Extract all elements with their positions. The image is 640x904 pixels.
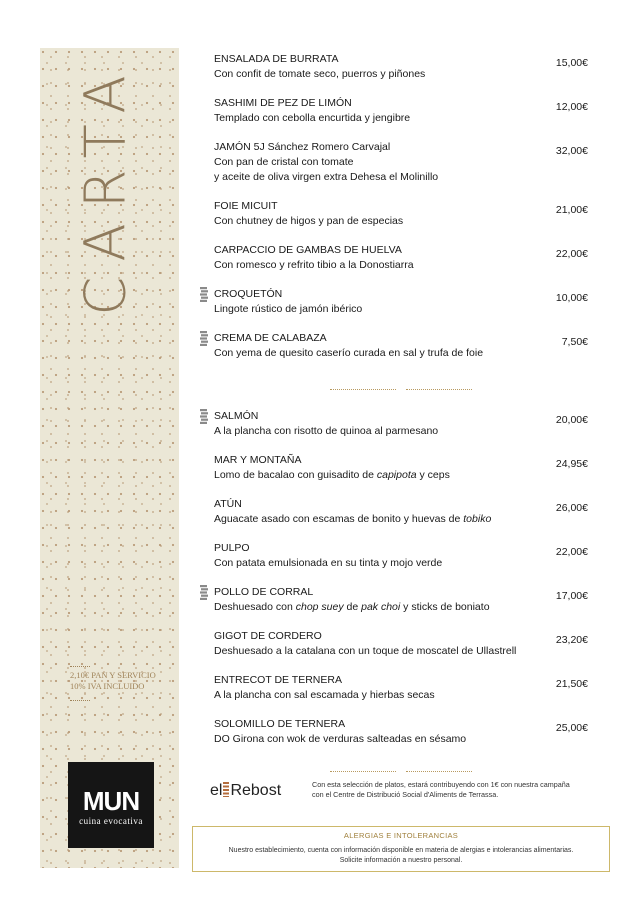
separator-dots-left <box>330 771 396 772</box>
stack-icon <box>200 331 208 347</box>
dish-price: 26,00€ <box>555 502 588 514</box>
dish-description: Deshuesado con chop suey de pak choi y sticks de boniato <box>214 601 490 613</box>
dish-description: Deshuesado a la catalana con un toque de moscatel de Ullastrell <box>214 645 517 657</box>
allergy-line2: Solicite información a nuestro personal. <box>339 857 463 864</box>
menu-items <box>214 52 592 779</box>
dish-name: SASHIMI DE PEZ DE LIMÓN <box>214 97 352 109</box>
dish-description: Aguacate asado con escamas de bonito y huevas de tobiko <box>214 513 492 525</box>
dish-description: y aceite de oliva virgen extra Dehesa el Molinillo <box>214 171 439 183</box>
dish-description: Templado con cebolla encurtida y jengibre <box>214 112 411 124</box>
menu-item <box>214 453 592 483</box>
allergy-line1: Nuestro establecimiento, cuenta con información disponible en materia de alergias e intolerancias alimentarias. <box>228 847 574 854</box>
service-note-line2: 10% IVA INCLUIDO <box>70 681 145 691</box>
allergy-box <box>192 826 610 872</box>
service-note-line1: 2,10€ PAN Y SERVICIO <box>70 670 156 680</box>
rebost-bars-icon <box>223 782 229 797</box>
dish-description: A la plancha con sal escamada y hierbas secas <box>214 689 435 701</box>
starters-section <box>214 52 592 361</box>
menu-item <box>214 96 592 126</box>
dish-price: 12,00€ <box>555 101 588 113</box>
dish-name: CROQUETÓN <box>214 288 283 300</box>
dish-description: Con yema de quesito caserío curada en sal y trufa de foie <box>214 347 484 359</box>
dish-name: MAR Y MONTAÑA <box>214 454 302 466</box>
dish-price: 17,00€ <box>555 590 588 602</box>
menu-item <box>214 497 592 527</box>
dish-description: A la plancha con risotto de quinoa al parmesano <box>214 425 439 437</box>
dish-price: 21,50€ <box>555 678 588 690</box>
menu-item <box>214 673 592 703</box>
rebost-line2: con el Centre de Distribució Social d'Aliments de Terrassa. <box>312 790 499 799</box>
menu-item <box>214 199 592 229</box>
carta-title-text: CARTA <box>73 60 139 316</box>
menu-item <box>214 585 592 615</box>
dish-description: Con patata emulsionada en su tinta y mojo verde <box>214 557 443 569</box>
dish-price: 22,00€ <box>555 546 588 558</box>
dish-name: ATÚN <box>214 498 242 510</box>
service-note <box>70 670 170 692</box>
separator-dots-right <box>406 771 472 772</box>
rebost-text <box>312 780 602 800</box>
dish-name: GIGOT DE CORDERO <box>214 630 322 642</box>
dish-name: ENTRECOT DE TERNERA <box>214 674 342 686</box>
menu-item <box>214 629 592 659</box>
dish-description: DO Girona con wok de verduras salteadas en sésamo <box>214 733 467 745</box>
dish-description: Con romesco y refrito tibio a la Donostiarra <box>214 259 414 271</box>
rebost-logo-post: Rebost <box>230 782 282 799</box>
menu-item <box>214 52 592 82</box>
dish-price: 32,00€ <box>555 145 588 157</box>
mains-section <box>214 409 592 747</box>
menu-item <box>214 409 592 439</box>
stack-icon <box>200 585 208 601</box>
section-separator-bottom <box>214 765 592 779</box>
menu-item <box>214 331 592 361</box>
dish-name: CREMA DE CALABAZA <box>214 332 327 344</box>
rebost-logo <box>210 782 281 800</box>
mun-logo <box>68 762 154 848</box>
logo-sub-text: cuina evocativa <box>79 816 143 826</box>
separator-dots-left <box>330 389 396 390</box>
menu-item <box>214 243 592 273</box>
dish-price: 23,20€ <box>555 634 588 646</box>
stack-icon <box>200 409 208 425</box>
section-separator <box>214 383 592 397</box>
dish-name: CARPACCIO DE GAMBAS DE HUELVA <box>214 244 402 256</box>
dish-name: SALMÓN <box>214 410 259 422</box>
menu-item <box>214 541 592 571</box>
dish-price: 22,00€ <box>555 248 588 260</box>
note-divider-top <box>70 666 90 667</box>
dish-name: POLLO DE CORRAL <box>214 586 314 598</box>
dish-price: 21,00€ <box>555 204 588 216</box>
logo-main-text: MUN <box>82 786 140 816</box>
dish-name: PULPO <box>214 542 250 554</box>
dish-price: 25,00€ <box>555 722 588 734</box>
separator-dots-right <box>406 389 472 390</box>
menu-item <box>214 287 592 317</box>
allergy-title: ALERGIAS E INTOLERANCIAS <box>343 831 459 840</box>
dish-name: FOIE MICUIT <box>214 200 278 212</box>
dish-price: 7,50€ <box>561 336 588 348</box>
dish-description: Lomo de bacalao con guisadito de capipota y ceps <box>214 469 450 481</box>
menu-item <box>214 717 592 747</box>
dish-price: 10,00€ <box>555 292 588 304</box>
dish-name: JAMÓN 5J Sánchez Romero Carvajal <box>214 141 391 153</box>
dish-description: Con pan de cristal con tomate <box>214 156 354 168</box>
dish-price: 20,00€ <box>555 414 588 426</box>
rebost-line1: Con esta selección de platos, estará contribuyendo con 1€ con nuestra campaña <box>312 780 570 789</box>
dish-name: SOLOMILLO DE TERNERA <box>214 718 346 730</box>
note-divider-bottom <box>70 700 90 701</box>
allergy-text <box>193 846 609 866</box>
dish-description: Con chutney de higos y pan de especias <box>214 215 404 227</box>
menu-item <box>214 140 592 185</box>
rebost-logo-pre: el <box>210 782 223 799</box>
dish-name: ENSALADA DE BURRATA <box>214 53 339 65</box>
dish-price: 15,00€ <box>555 57 588 69</box>
dish-description: Lingote rústico de jamón ibérico <box>214 303 363 315</box>
stack-icon <box>200 287 208 303</box>
dish-description: Con confit de tomate seco, puerros y piñones <box>214 68 426 80</box>
dish-price: 24,95€ <box>555 458 588 470</box>
